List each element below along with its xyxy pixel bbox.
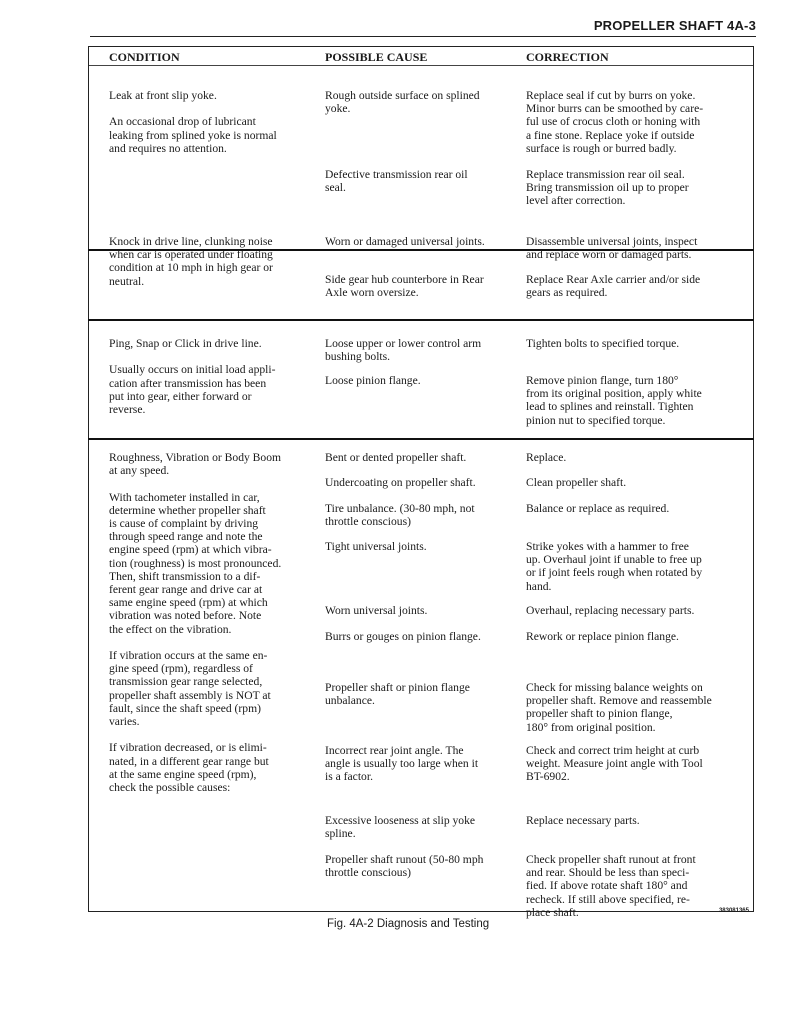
figure-caption: Fig. 4A-2 Diagnosis and Testing (327, 918, 490, 930)
cause-cell: Side gear hub counterbore in Rear Axle worn oversize. (325, 273, 484, 300)
diagnosis-table (88, 46, 754, 919)
cause-cell: Propeller shaft runout (50-80 mph throttle conscious) (325, 853, 484, 880)
condition-cell: Leak at front slip yoke. An occasional drop of lubricant leaking from splined yoke is normal and requires no attention. (109, 89, 277, 155)
column-header-possible-cause: POSSIBLE CAUSE (325, 50, 428, 64)
correction-cell: Replace necessary parts. (526, 814, 640, 827)
correction-cell: Clean propeller shaft. (526, 476, 627, 489)
cause-cell: Loose pinion flange. (325, 374, 421, 387)
cause-cell: Propeller shaft or pinion flange unbalance. (325, 681, 470, 708)
section-divider (88, 438, 754, 440)
correction-cell: Replace Rear Axle carrier and/or side gears as required. (526, 273, 701, 300)
cause-cell: Burrs or gouges on pinion flange. (325, 630, 481, 643)
correction-cell: Replace seal if cut by burrs on yoke. Minor burrs can be smoothed by care- ful use of crocus cloth or honing with a fine stone. Replace yoke if outside surface is rough or burred badly. (526, 89, 704, 155)
page-header (90, 14, 756, 37)
correction-cell: Check and correct trim height at curb weight. Measure joint angle with Tool BT-6902. (526, 744, 703, 784)
cause-cell: Tight universal joints. (325, 540, 427, 553)
correction-cell: Check for missing balance weights on propeller shaft. Remove and reassemble propeller shaft to pinion flange, 180° from original position. (526, 681, 712, 734)
correction-cell: Remove pinion flange, turn 180° from its original position, apply white lead to splines and reinstall. Tighten pinion nut to specified torque. (526, 374, 702, 427)
correction-cell: Check propeller shaft runout at front and rear. Should be less than speci- fied. If above rotate shaft 180° and recheck. If still above specified, re- place shaft. (526, 853, 696, 919)
cause-cell: Worn universal joints. (325, 604, 428, 617)
section-divider (88, 319, 754, 321)
cause-cell: Bent or dented propeller shaft. (325, 451, 467, 464)
cause-cell: Defective transmission rear oil seal. (325, 168, 468, 195)
correction-cell: Overhaul, replacing necessary parts. (526, 604, 695, 617)
correction-cell: Replace transmission rear oil seal. Bring transmission oil up to proper level after correction. (526, 168, 689, 208)
cause-cell: Incorrect rear joint angle. The angle is usually too large when it is a factor. (325, 744, 479, 784)
page-header-title: PROPELLER SHAFT 4A-3 (593, 18, 756, 33)
condition-cell: Roughness, Vibration or Body Boom at any speed. With tachometer installed in car, determine whether propeller shaft is cause of complaint by driving through speed range and note the engine speed (rpm) at which vibra- tion (roughness) is most pronounced. Then, shift transmission to a dif- ferent gear range and drive car at same engine speed (rpm) at which vibration was noted before. Note the effect on the vibration. If vibration occurs at the same en- gine speed (rpm), regardless of transmission gear range selected, propeller shaft assembly is NOT at fault, since the shaft speed (rpm) varies. If vibration decreased, or is elimi- nated, in a different gear range but at the same engine speed (rpm), check the possible causes: (109, 451, 282, 795)
figure-id: 383081365 (718, 908, 749, 914)
correction-cell: Tighten bolts to specified torque. (526, 337, 680, 350)
condition-cell: Ping, Snap or Click in drive line. Usually occurs on initial load appli- cation after transmission has been put into gear, either forward or reverse. (109, 337, 276, 417)
correction-cell: Disassemble universal joints, inspect and replace worn or damaged parts. (526, 235, 698, 262)
column-header-correction: CORRECTION (526, 50, 609, 64)
cause-cell: Rough outside surface on splined yoke. (325, 89, 480, 116)
cause-cell: Tire unbalance. (30-80 mph, not throttle conscious) (325, 502, 475, 529)
condition-cell: Knock in drive line, clunking noise when car is operated under floating condition at 10 mph in high gear or neutral. (109, 235, 273, 288)
correction-cell: Strike yokes with a hammer to free up. Overhaul joint if unable to free up or if joint feels rough when rotated by hand. (526, 540, 703, 593)
correction-cell: Balance or replace as required. (526, 502, 670, 515)
header-divider (89, 65, 753, 66)
correction-cell: Replace. (526, 451, 567, 464)
cause-cell: Undercoating on propeller shaft. (325, 476, 476, 489)
cause-cell: Worn or damaged universal joints. (325, 235, 485, 248)
cause-cell: Excessive looseness at slip yoke spline. (325, 814, 476, 841)
correction-cell: Rework or replace pinion flange. (526, 630, 679, 643)
cause-cell: Loose upper or lower control arm bushing bolts. (325, 337, 482, 364)
column-header-condition: CONDITION (109, 50, 180, 64)
